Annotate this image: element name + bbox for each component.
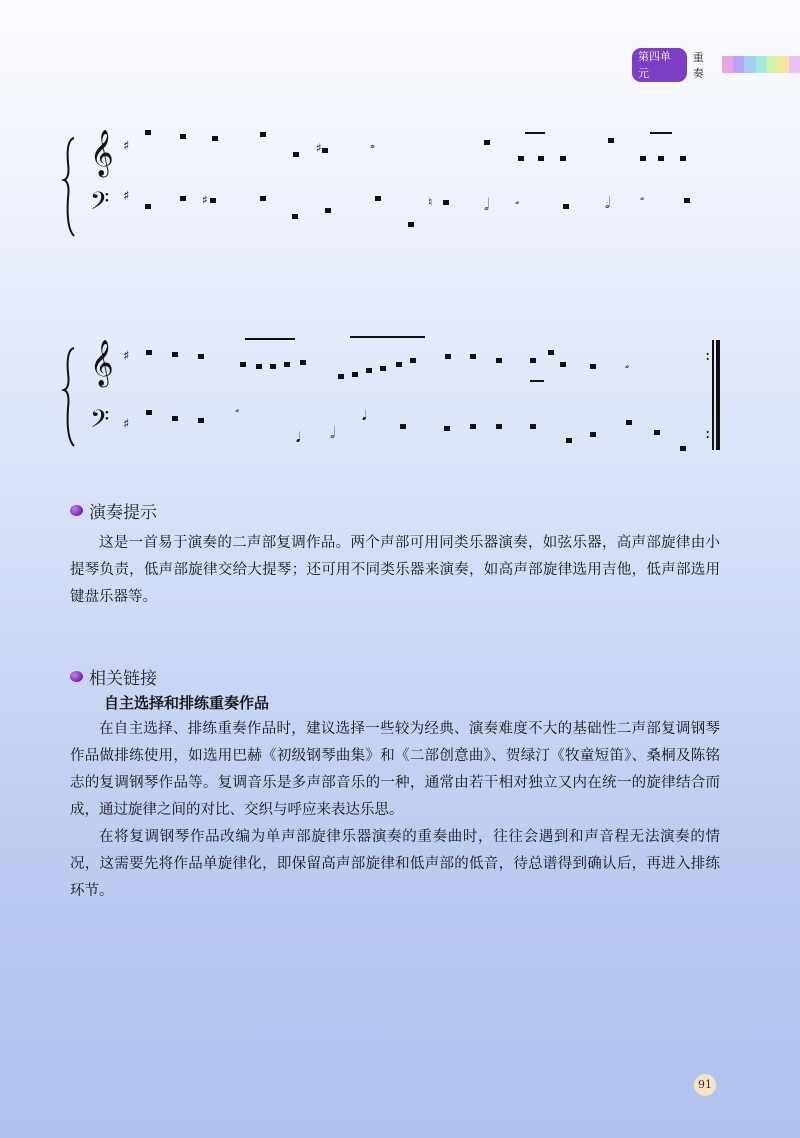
unit-badge: 第四单元	[632, 48, 687, 82]
svg-text:♯: ♯	[123, 139, 130, 154]
upper-voice-notes	[146, 336, 720, 450]
related-links-subtitle: 自主选择和排练重奏作品	[104, 694, 270, 712]
svg-text:♯: ♯	[202, 193, 208, 207]
page-number: 91	[694, 1074, 716, 1096]
header-deco-stripe	[789, 56, 800, 73]
header-deco-stripe	[756, 56, 767, 73]
svg-text:𝅗: 𝅗	[515, 192, 520, 208]
bass-clef-icon: 𝄢	[90, 405, 110, 440]
svg-text::: :	[705, 345, 711, 364]
svg-text:𝅗: 𝅗	[235, 400, 240, 416]
header-deco-stripe	[767, 56, 778, 73]
related-links-paragraph-2: 在将复调钢琴作品改编为单声部旋律乐器演奏的重奏曲时，往往会遇到和声音程无法演奏的情况，这需要先将作品单旋律化，即保留高声部旋律和低声部的低音，待总谱得到确认后，再进入排练环节。	[70, 829, 720, 899]
header-deco-stripe	[744, 56, 755, 73]
svg-text:𝅗𝅥: 𝅗𝅥	[484, 195, 490, 214]
svg-text:𝅗𝅥: 𝅗𝅥	[330, 423, 336, 442]
performance-tips-heading	[70, 498, 157, 523]
svg-text:𝅗: 𝅗	[640, 188, 645, 204]
chapter-label: 重奏	[692, 50, 704, 80]
header-deco-stripe	[733, 56, 744, 73]
lower-voice-notes	[145, 188, 690, 227]
svg-text:♯: ♯	[123, 417, 130, 432]
svg-text:𝅘𝅥: 𝅘𝅥	[362, 408, 367, 424]
related-links-paragraph-1: 在自主选择、排练重奏作品时，建议选择一些较为经典、演奏难度不大的基础性二声部复调钢琴作品做排练使用，如选用巴赫《初级钢琴曲集》和《二部创意曲》、贺绿汀《牧童短笛》、桑桐及陈铭志的复调钢琴作品等。复调音乐是多声部音乐的一种，通常由若干相对独立又内在统一的旋律结合而成，通过旋律之间的对比、交织与呼应来表达乐思。	[70, 721, 720, 818]
upper-voice-notes	[145, 130, 686, 161]
svg-text:♯: ♯	[316, 141, 322, 155]
bass-clef-icon: 𝄢	[90, 187, 110, 222]
header-deco-stripe	[722, 56, 733, 73]
purple-dot-icon	[70, 505, 83, 516]
running-header	[632, 49, 800, 80]
svg-text::: :	[705, 423, 711, 442]
svg-text:♮: ♮	[428, 195, 433, 209]
header-deco-stripe	[778, 56, 789, 73]
header-decoration	[722, 56, 800, 73]
treble-clef-icon: 𝄞	[90, 340, 114, 386]
lower-voice-notes	[146, 400, 710, 451]
svg-text:♯: ♯	[123, 349, 130, 364]
related-links-heading	[70, 664, 157, 689]
svg-text:𝅘𝅥: 𝅘𝅥	[296, 430, 301, 446]
score-system-2	[60, 328, 730, 458]
svg-text:♯: ♯	[123, 189, 130, 204]
related-links-title: 相关链接	[89, 669, 157, 689]
performance-tips-title: 演奏提示	[89, 503, 157, 523]
svg-text:𝅗: 𝅗	[370, 133, 376, 152]
svg-text:𝅗𝅥: 𝅗𝅥	[605, 193, 611, 212]
score-system-1	[60, 118, 730, 243]
treble-clef-icon: 𝄞	[90, 130, 114, 176]
performance-tips-text: 这是一首易于演奏的二声部复调作品。两个声部可用同类乐器演奏，如弦乐器，高声部旋律由小提琴负责，低声部旋律交给大提琴；还可用不同类乐器来演奏，如高声部旋律选用吉他，低声部选用键盘乐器等。	[70, 535, 720, 605]
purple-dot-icon	[70, 671, 83, 682]
svg-text:𝅗: 𝅗	[625, 356, 630, 372]
